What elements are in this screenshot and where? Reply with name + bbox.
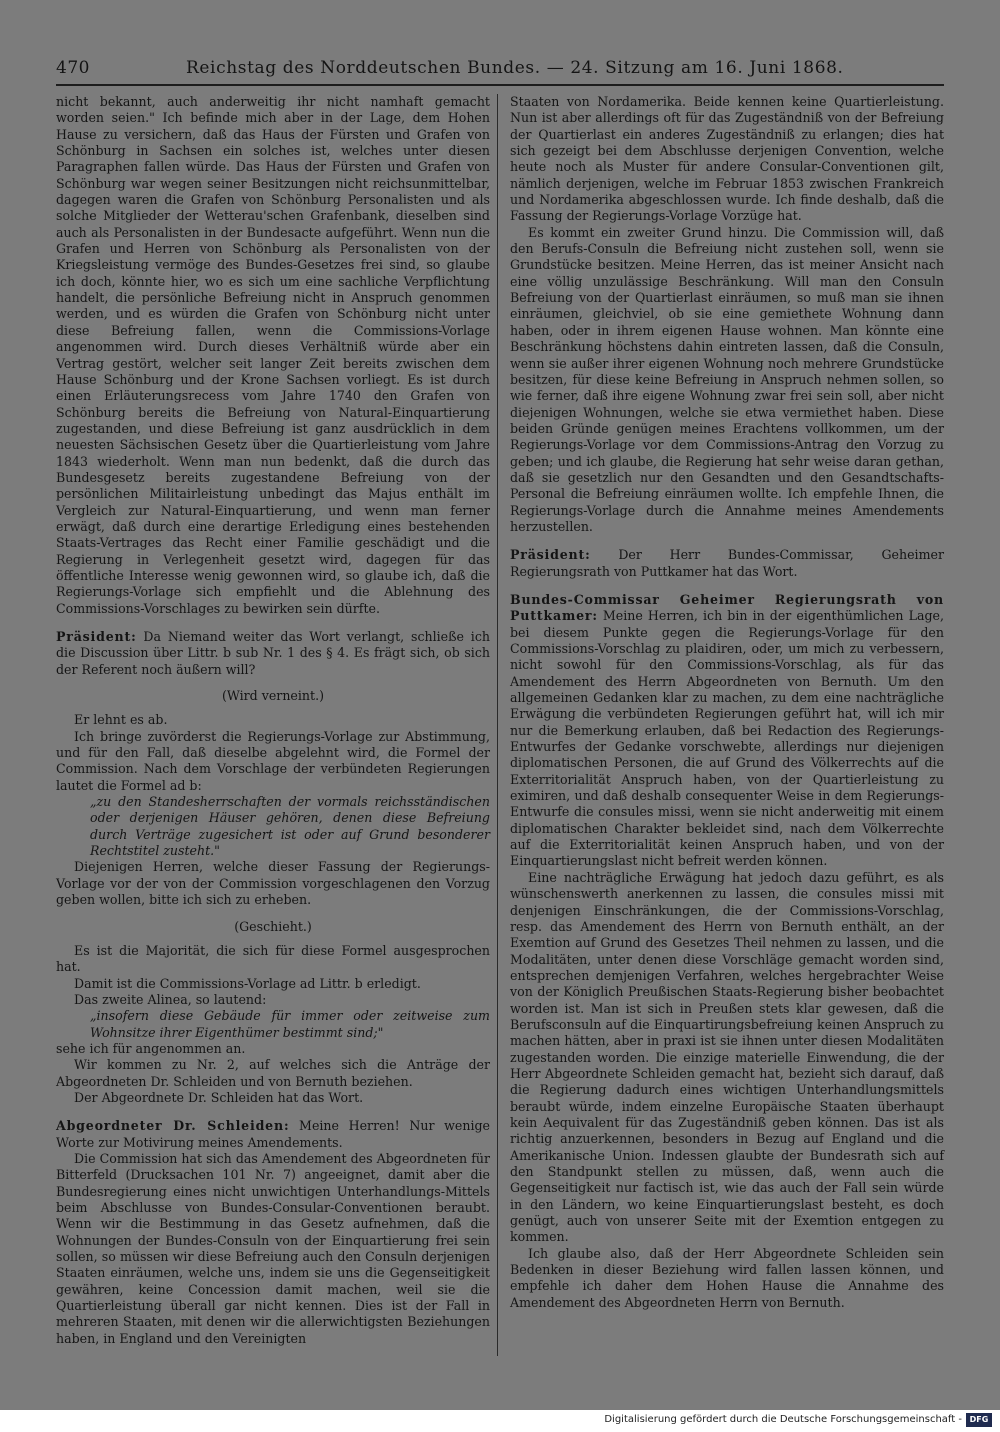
speaker-name: Präsident:: [510, 547, 591, 563]
speech-paragraph: [56, 1118, 490, 1151]
footer-bar: [0, 1410, 1000, 1432]
left-column: [56, 94, 490, 1347]
body-paragraph: Der Abgeordnete Dr. Schleiden hat das Wort.: [74, 1089, 364, 1105]
body-paragraph: Es kommt ein zweiter Grund hinzu. Die Commission will, daß den Berufs-Consuln die Befreiung nicht zustehen soll, wenn sie Grundstücke besitzen. Meine Herren, das ist meiner Ansicht nach eine völlig unzulässige Beschränkung. Will man den Consuln Befreiung von der Quartierlast einräumen, so muß man sie ihnen einräumen, gleichviel, ob sie eine gemiethete Wohnung dann haben, oder in ihrem eigenen Hause wohnen. Man könnte eine Beschränkung höchstens dahin eintreten lassen, daß die Consuln, wenn sie außer ihrer eigenen Wohnung noch mehrere Grundstücke besitzen, für diese keine Befreiung in Anspruch nehmen sollen, so wie ferner, daß ihre eigene Wohnung zwar frei sein soll, aber nicht diejenigen Wohnungen, welche sie etwa vermiethet haben. Diese beiden Gründe genügen meines Erachtens vollkommen, um der Regierungs-Vorlage vor dem Commissions-Antrag den Vorzug zu geben; und ich glaube, die Regierung hat sehr weise daran gethan, daß sie gesetzlich nur den Gesandten und den Gesandtschafts-Personal die Befreiung einräumen wollte. Ich empfehle Ihnen, die Regierungs-Vorlage durch die Annahme meines Amendements herzustellen.: [510, 224, 944, 534]
body-paragraph: Das zweite Alinea, so lautend:: [74, 991, 267, 1007]
header-rule: [56, 84, 944, 86]
body-paragraph: Ich bringe zuvörderst die Regierungs-Vorlage zur Abstimmung, und für den Fall, daß dieselbe abgelehnt wird, die Formel der Commission. Nach dem Vorschlage der verbündeten Regierungen lautet die Formel ad b:: [56, 728, 490, 793]
body-paragraph: nicht bekannt, auch anderweitig ihr nicht namhaft gemacht worden seien." Ich befinde mich aber in der Lage, dem Hohen Hause zu versichern, daß das Haus der Fürsten und Grafen von Schönburg in Sachsen ein solches ist, welches unter diesen Paragraphen fallen würde. Das Haus der Fürsten und Grafen von Schönburg war wegen seiner Besitzungen nicht reichsunmittelbar, dagegen waren die Grafen von Schönburg Personalisten und als solche Mitglieder der Wetterau'schen Grafenbank, dieselben sind auch als Personalisten in der Bundesacte aufgeführt. Wenn nun die Grafen und Herren von Schönburg als Personalisten von der Kriegsleistung vermöge des Bundes-Gesetzes frei sind, so glaube ich doch, könnte hier, wo es sich um eine sachliche Verpflichtung handelt, die persönliche Befreiung nicht in Anspruch genommen werden, und es würden die Grafen von Schönburg nicht unter diese Befreiung fallen, wenn die Commissions-Vorlage angenommen wird. Durch dieses Verhältniß würde aber ein Vertrag gestört, welcher seit langer Zeit bereits zwischen dem Hause Schönburg und der Krone Sachsen vorliegt. Es ist durch einen Erläuterungsrecess vom Jahre 1740 den Grafen von Schönburg bereits die Befreiung von Natural-Einquartierung zugestanden, und diese Befreiung ist ganz ausdrücklich in dem neuesten Sächsischen Gesetz über die Quartierleistung vom Jahre 1843 wiederholt. Wenn man nun bedenkt, daß die durch das Bundesgesetz bereits zugestandene Befreiung von der persönlichen Militairleistung unbedingt das Majus enthält im Vergleich zur Natural-Einquartierung, und wenn man ferner erwägt, daß durch eine derartige Erledigung eines bestehenden Staats-Vertrages das Recht einer Familie geschädigt und die Regierung in Verlegenheit gesetzt wird, dagegen für das öffentliche Interesse wenig gewonnen wird, so glaube ich, daß die Regierungs-Vorlage sich empfiehlt und die Ablehnung des Commissions-Vorschlages zu bewirken sein dürfte.: [56, 94, 490, 616]
dfg-logo: DFG: [966, 1413, 992, 1427]
footer-credit: Digitalisierung gefördert durch die Deutsche Forschungsgemeinschaft -: [604, 1414, 962, 1425]
speaker-name: Bundes-Commissar Geheimer Regierungsrath von Puttkamer:: [510, 591, 944, 624]
body-paragraph: Wir kommen zu Nr. 2, auf welches sich die Anträge der Abgeordneten Dr. Schleiden und von Bernuth beziehen.: [56, 1057, 490, 1089]
page-header: [56, 56, 944, 86]
speaker-name: Abgeordneter Dr. Schleiden:: [56, 1118, 290, 1134]
stage-direction: (Wird verneint.): [221, 688, 325, 704]
quoted-formula: „insofern diese Gebäude für immer oder zeitweise zum Wohnsitze ihrer Eigenthümer bestimmt sind;": [90, 1008, 490, 1040]
speech-text: Da Niemand weiter das Wort verlangt, schließe ich die Discussion über Littr. b sub Nr. 1 des § 4. Es frägt sich, ob sich der Referent noch äußern will?: [56, 629, 490, 677]
body-paragraph: Ich glaube also, daß der Herr Abgeordnete Schleiden sein Bedenken in dieser Beziehung wird fallen lassen können, und empfehle ich daher dem Hohen Hause die Annahme des Amendement des Abgeordneten Herrn von Bernuth.: [510, 1245, 944, 1310]
body-paragraph: Diejenigen Herren, welche dieser Fassung der Regierungs-Vorlage vor der von der Commission vorgeschlagenen den Vorzug geben wollen, bitte ich sich zu erheben.: [56, 859, 490, 908]
body-paragraph: Damit ist die Commissions-Vorlage ad Littr. b erledigt.: [74, 975, 421, 991]
page-number: 470: [56, 58, 90, 78]
body-paragraph: Er lehnt es ab.: [74, 712, 168, 728]
speech-text: Der Herr Bundes-Commissar, Geheimer Regierungsrath von Puttkamer hat das Wort.: [510, 547, 944, 579]
speech-paragraph: [56, 629, 490, 678]
speech-paragraph: [510, 547, 944, 580]
body-paragraph: sehe ich für angenommen an.: [56, 1040, 246, 1056]
body-paragraph: Eine nachträgliche Erwägung hat jedoch dazu geführt, es als wünschenswerth anerkennen zu lassen, die consules missi mit denjenigen Einschränkungen, die der Commissions-Vorschlag, resp. das Amendement des Herrn von Bernuth enthält, an der Exemtion auf Grund des Gesetzes Theil nehmen zu lassen, und die Modalitäten, unter denen diese Vorschläge gemacht worden sind, entsprechen demjenigen Verfahren, welches hergebrachter Weise von der Königlich Preußischen Staats-Regierung bisher beobachtet worden ist. Man ist sich in Preußen stets klar gewesen, daß die Berufsconsuln auf die Einquartirungsbefreiung keinen Anspruch zu machen hätten, aber in praxi ist sie ihnen unter diesen Modalitäten zugestanden worden. Die einzige materielle Einwendung, die der Herr Abgeordnete Schleiden gemacht hat, bezieht sich darauf, daß die Regierung dadurch eines wichtigen Unterhandlungsmittels beraubt würde, indem einzelne Europäische Staaten überhaupt kein Aequivalent für das Zugeständniß geben können. Das ist als richtig anzuerkennen, besonders in Bezug auf England und die Amerikanische Union. Indessen glaubte der Bundesrath sich auf den Standpunkt stellen zu müssen, daß, wenn auch die Gegenseitigkeit nur factisch ist, wie das auch der Fall sein würde in den Ländern, wo keine Einquartierungslast besteht, es doch genügt, auch von unserer Seite mit der Exemtion entgegen zu kommen.: [510, 869, 944, 1245]
body-paragraph: Es ist die Majorität, die sich für diese Formel ausgesprochen hat.: [56, 942, 490, 975]
stage-direction: (Geschieht.): [234, 918, 312, 934]
quoted-formula: „zu den Standesherrschaften der vormals reichsständischen oder derjenigen Häuser gehören, denen diese Befreiung durch Verträge zugesichert ist oder auf Grund besonderer Rechtstitel zusteht.": [90, 794, 490, 859]
body-paragraph: Staaten von Nordamerika. Beide kennen keine Quartierleistung. Nun ist aber allerdings oft für das Zugeständniß von der Befreiung der Quartierlast ein anderes Zugeständniß zu erlangen; dies hat sich gezeigt bei dem Abschlusse derjenigen Convention, welche heute noch als Muster für andere Consular-Conventionen gilt, nämlich derjenigen, welche im Februar 1853 zwischen Frankreich und Nordamerika abgeschlossen wurde. Ich finde deshalb, daß die Fassung der Regierungs-Vorlage Vorzüge hat.: [510, 94, 944, 224]
running-title: Reichstag des Norddeutschen Bundes. — 24. Sitzung am 16. Juni 1868.: [186, 58, 844, 78]
speech-paragraph: [510, 592, 944, 870]
speech-text: Meine Herren, ich bin in der eigenthümlichen Lage, bei diesem Punkte gegen die Regierungs-Vorlage für den Commissions-Vorschlag zu plaidiren, oder, um mich zu verbessern, nicht sowohl für den Commissions-Vorschlag, als für das Amendement des Herrn Abgeordneten von Bernuth. Um den allgemeinen Gedanken klar zu machen, zu dem eine nachträgliche Erwägung die verbündeten Regierungen geführt hat, will ich mir nur die Bemerkung erlauben, daß bei Redaction des Regierungs-Entwurfes der Gedanke vorschwebte, allerdings nur diejenigen diplomatischen Personen, die auf Grund des Völkerrechts auf die Exterritorialität Anspruch haben, von der Quartierleistung zu eximiren, und daß deshalb consequenter Weise in dem Regierungs-Entwurfe die consules missi, wenn sie nicht anderweitig mit einem diplomatischen Charakter bekleidet sind, nach dem Völkerrechte auf die Exterritorialität keinen Anspruch haben, und von der Einquartierungslast nicht befreit werden können.: [510, 608, 944, 869]
speech-text: Meine Herren! Nur wenige Worte zur Motivirung meines Amendements.: [56, 1118, 491, 1150]
column-divider: [497, 94, 498, 1356]
body-paragraph: Die Commission hat sich das Amendement des Abgeordneten für Bitterfeld (Drucksachen 101 Nr. 7) angeeignet, damit aber die Bundesregierung eines nicht unwichtigen Unterhandlungs-Mittels beim Abschlusse von Bundes-Consular-Conventionen beraubt. Wenn wir die Bestimmung in das Gesetz aufnehmen, daß die Wohnungen der Bundes-Consuln von der Einquartierung frei sein sollen, so müssen wir diese Befreiung auch den Consuln derjenigen Staaten einräumen, welche uns, indem sie uns die Gegenseitigkeit gewähren, keine Concession damit machen, weil sie die Quartierleistung überall gar nicht kennen. Dies ist der Fall in mehreren Staaten, mit denen wir die allerwichtigsten Beziehungen haben, in England und den Vereinigten: [56, 1150, 490, 1346]
speaker-name: Präsident:: [56, 629, 137, 644]
right-column: [510, 94, 944, 1311]
